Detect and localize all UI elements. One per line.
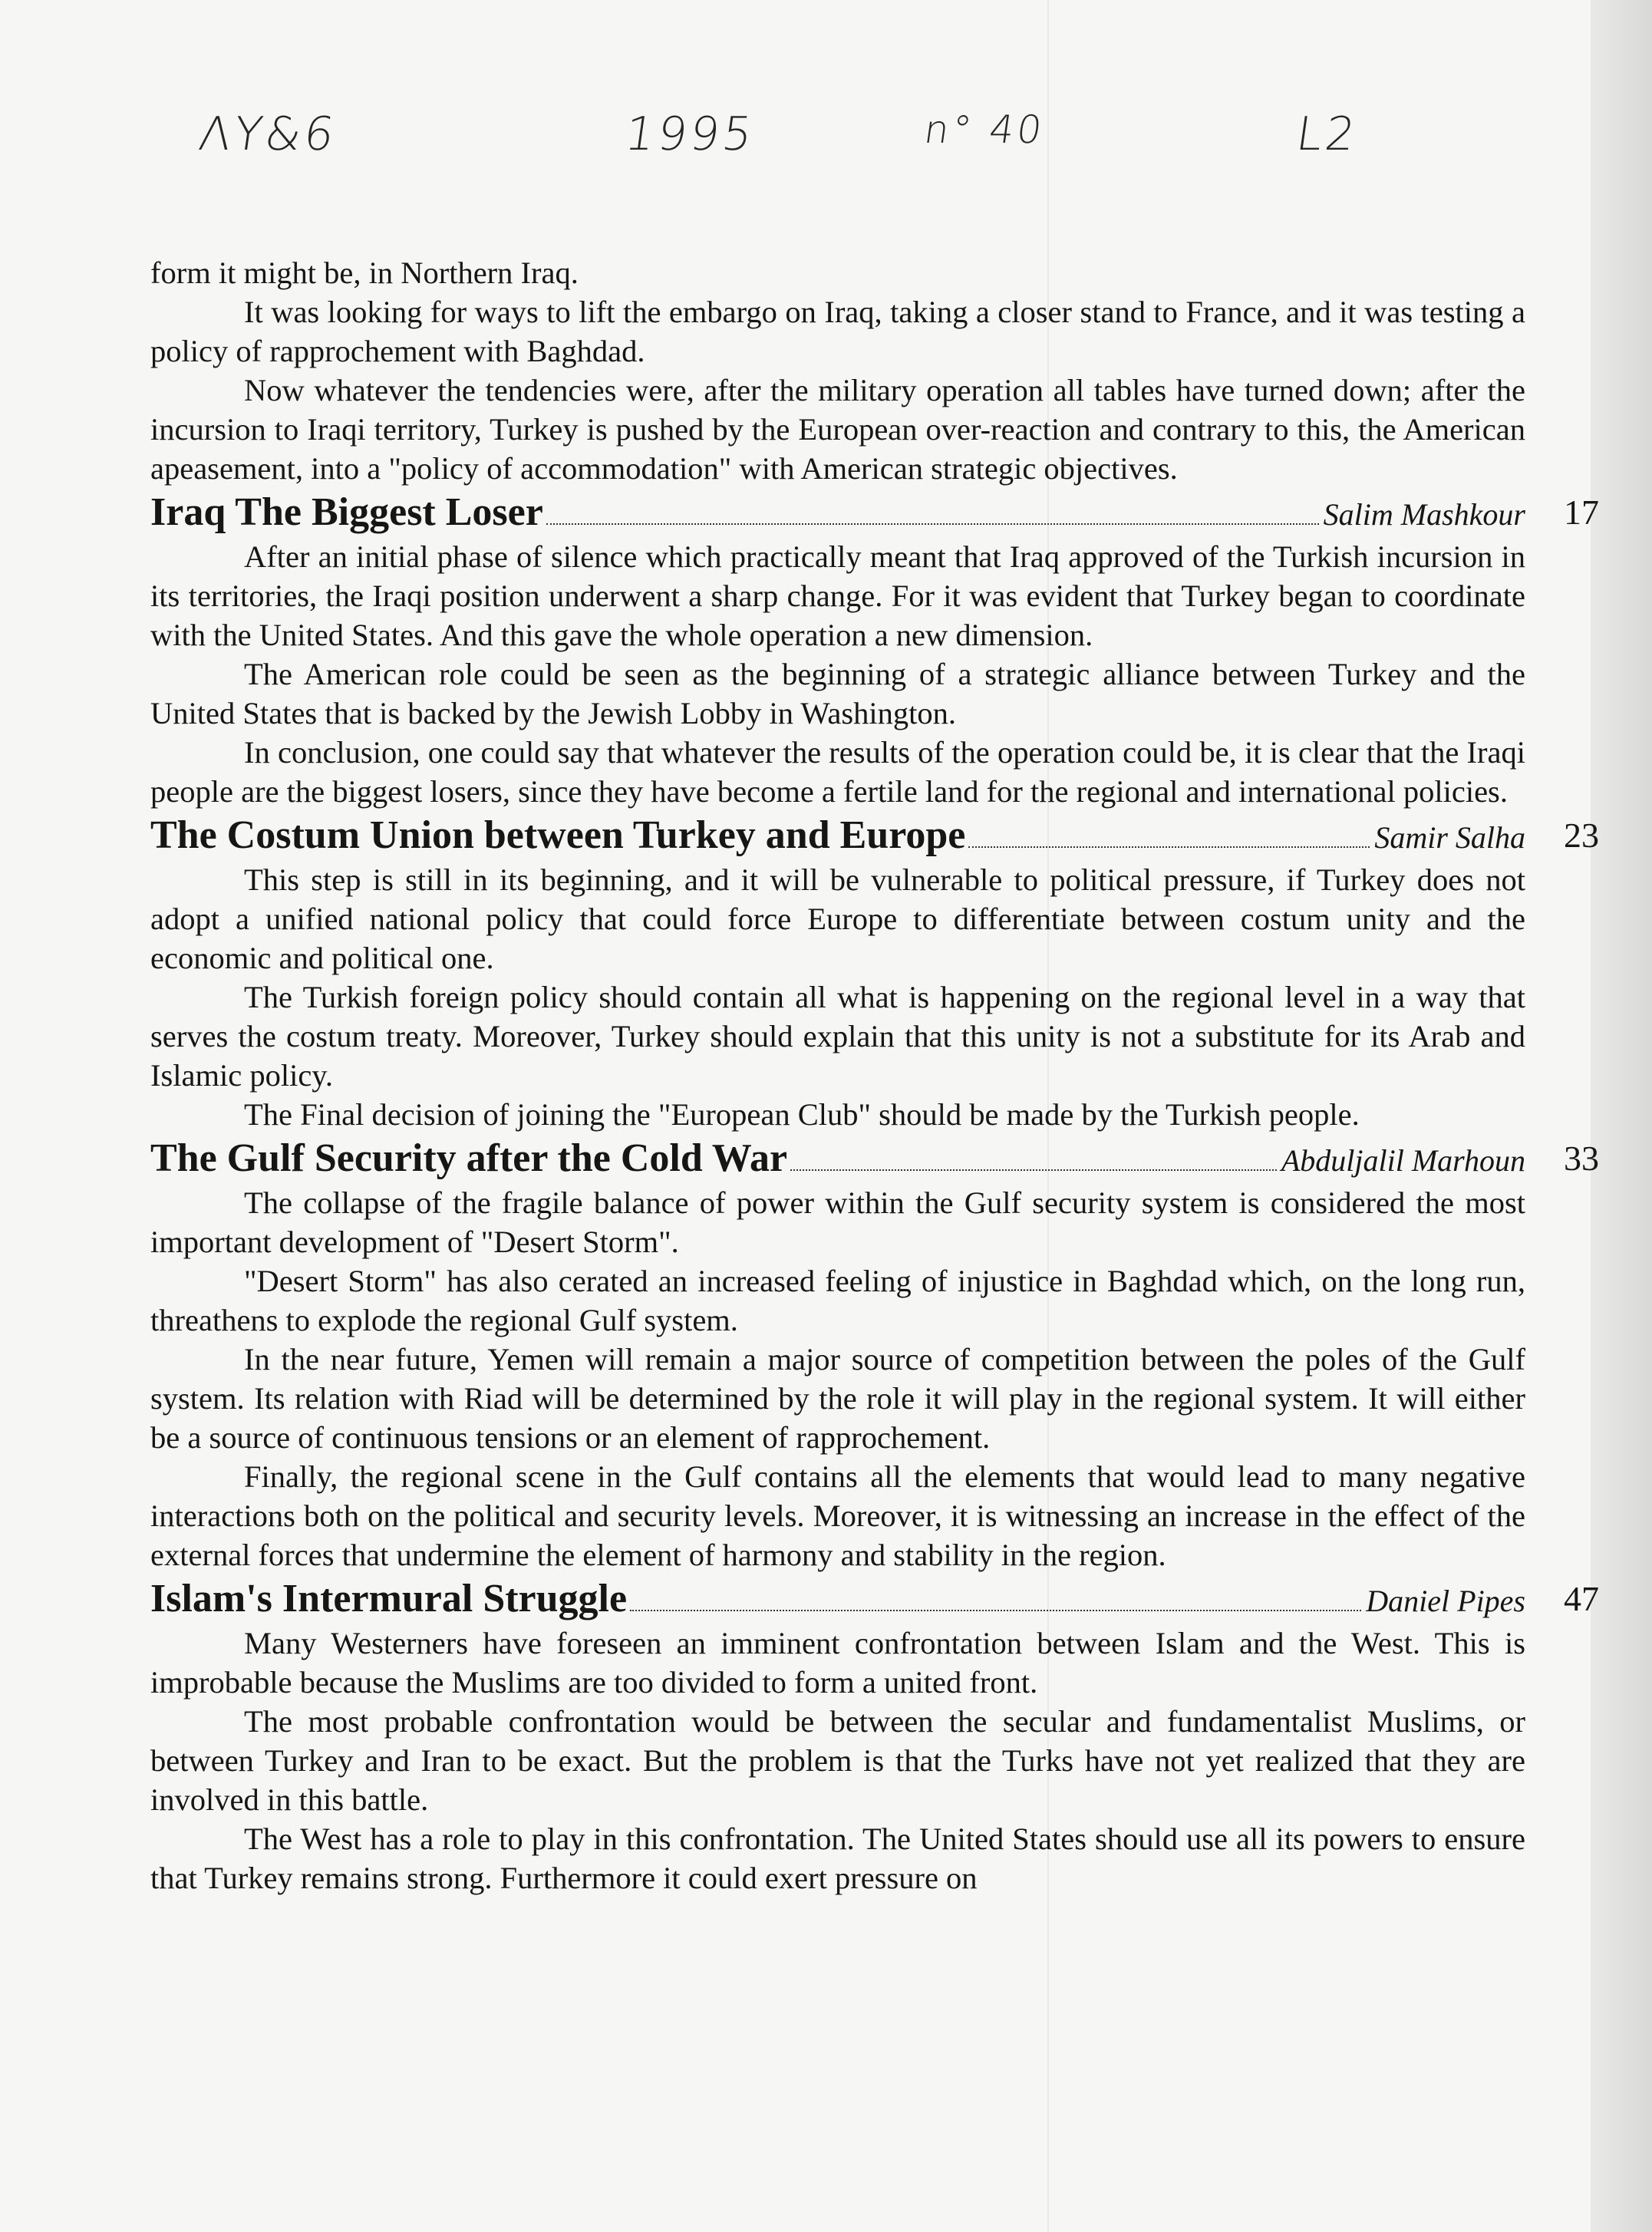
article-paragraph: The West has a role to play in this confrontation. The United States should use all its powers to ensure that Turkey remains strong. Furthermore it could exert pressure on [150, 1822, 1525, 1895]
dot-leader [790, 1169, 1277, 1171]
article-title: The Gulf Security after the Cold War [150, 1136, 788, 1180]
article-paragraph: In conclusion, one could say that whatever the results of the operation could be, it is clear that the Iraqi people are the biggest losers, since they have become a fertile land for the regional and international policies. [150, 735, 1525, 809]
article-heading [150, 490, 1599, 537]
article-author: Salim Mashkour [1323, 497, 1525, 532]
intro-paragraph: It was looking for ways to lift the embargo on Iraq, taking a closer stand to France, and it was testing a policy of rapprochement with Baghdad. [150, 295, 1525, 368]
page-number: 23 [1564, 816, 1599, 855]
article-heading [150, 1136, 1599, 1183]
dot-leader [968, 846, 1370, 848]
article-paragraph: The collapse of the fragile balance of power within the Gulf security system is considered the most important development of "Desert Storm". [150, 1185, 1525, 1259]
handwritten-mark: L2 [1293, 107, 1362, 161]
article-paragraph: The most probable confrontation would be between the secular and fundamentalist Muslims, or between Turkey and Iran to be exact. But the problem is that the Turks have not yet realized that they are involved in this battle. [150, 1704, 1525, 1817]
article-paragraph: Finally, the regional scene in the Gulf contains all the elements that would lead to many negative interactions both on the political and security levels. Moreover, it is witnessing an increase in the effect of the external forces that undermine the element of harmony and stability in the region. [150, 1459, 1525, 1572]
dot-leader [546, 523, 1319, 525]
intro-paragraph: form it might be, in Northern Iraq. [150, 256, 579, 290]
dot-leader [630, 1610, 1361, 1611]
article-paragraph: "Desert Storm" has also cerated an increased feeling of injustice in Baghdad which, on the long run, threathens to explode the regional Gulf system. [150, 1264, 1525, 1337]
article-title: Islam's Intermural Struggle [150, 1577, 628, 1620]
article-title: The Costum Union between Turkey and Europe [150, 813, 966, 857]
article-title: Iraq The Biggest Loser [150, 490, 543, 534]
article-paragraph: The Final decision of joining the "European Club" should be made by the Turkish people. [244, 1097, 1360, 1132]
page-number: 47 [1564, 1579, 1599, 1618]
article-author: Samir Salha [1374, 820, 1525, 855]
page-edge-shadow [1591, 0, 1652, 2232]
article-author: Daniel Pipes [1366, 1584, 1525, 1618]
intro-paragraph: Now whatever the tendencies were, after the military operation all tables have turned down; after the incursion to Iraqi territory, Turkey is pushed by the European over-reaction and contrary to this, the American apeasement, into a "policy of accommodation" with American strategic objectives. [150, 373, 1525, 486]
handwritten-issue: n° 40 [921, 107, 1048, 152]
article-paragraph: In the near future, Yemen will remain a major source of competition between the poles of the Gulf system. Its relation with Riad will be determined by the role it will play in the regional system. It will either be a source of continuous tensions or an element of rapprochement. [150, 1342, 1525, 1455]
article-heading [150, 813, 1599, 860]
article-heading [150, 1577, 1599, 1624]
handwritten-code: ΛΥ&6 [196, 107, 341, 161]
article-paragraph: After an initial phase of silence which practically meant that Iraq approved of the Turkish incursion in its territories, the Iraqi position underwent a sharp change. For it was evident that Turkey began to coordinate with the United States. And this gave the whole operation a new dimension. [150, 539, 1525, 652]
article-paragraph: Many Westerners have foreseen an imminent confrontation between Islam and the West. This is improbable because the Muslims are too divided to form a united front. [150, 1626, 1525, 1700]
handwritten-year: 1995 [622, 107, 759, 161]
article-paragraph: This step is still in its beginning, and it will be vulnerable to political pressure, if Turkey does not adopt a unified national policy that could force Europe to differentiate between costum unity and the economic and political one. [150, 862, 1525, 975]
page-number: 17 [1564, 493, 1599, 532]
article-paragraph: The American role could be seen as the beginning of a strategic alliance between Turkey and the United States that is backed by the Jewish Lobby in Washington. [150, 657, 1525, 730]
document-body [150, 253, 1599, 1897]
article-author: Abduljalil Marhoun [1281, 1143, 1525, 1178]
article-paragraph: The Turkish foreign policy should contain all what is happening on the regional level in a way that serves the costum treaty. Moreover, Turkey should explain that this unity is not a substitute for its Arab and Islamic policy. [150, 980, 1525, 1093]
page-number: 33 [1564, 1139, 1599, 1178]
